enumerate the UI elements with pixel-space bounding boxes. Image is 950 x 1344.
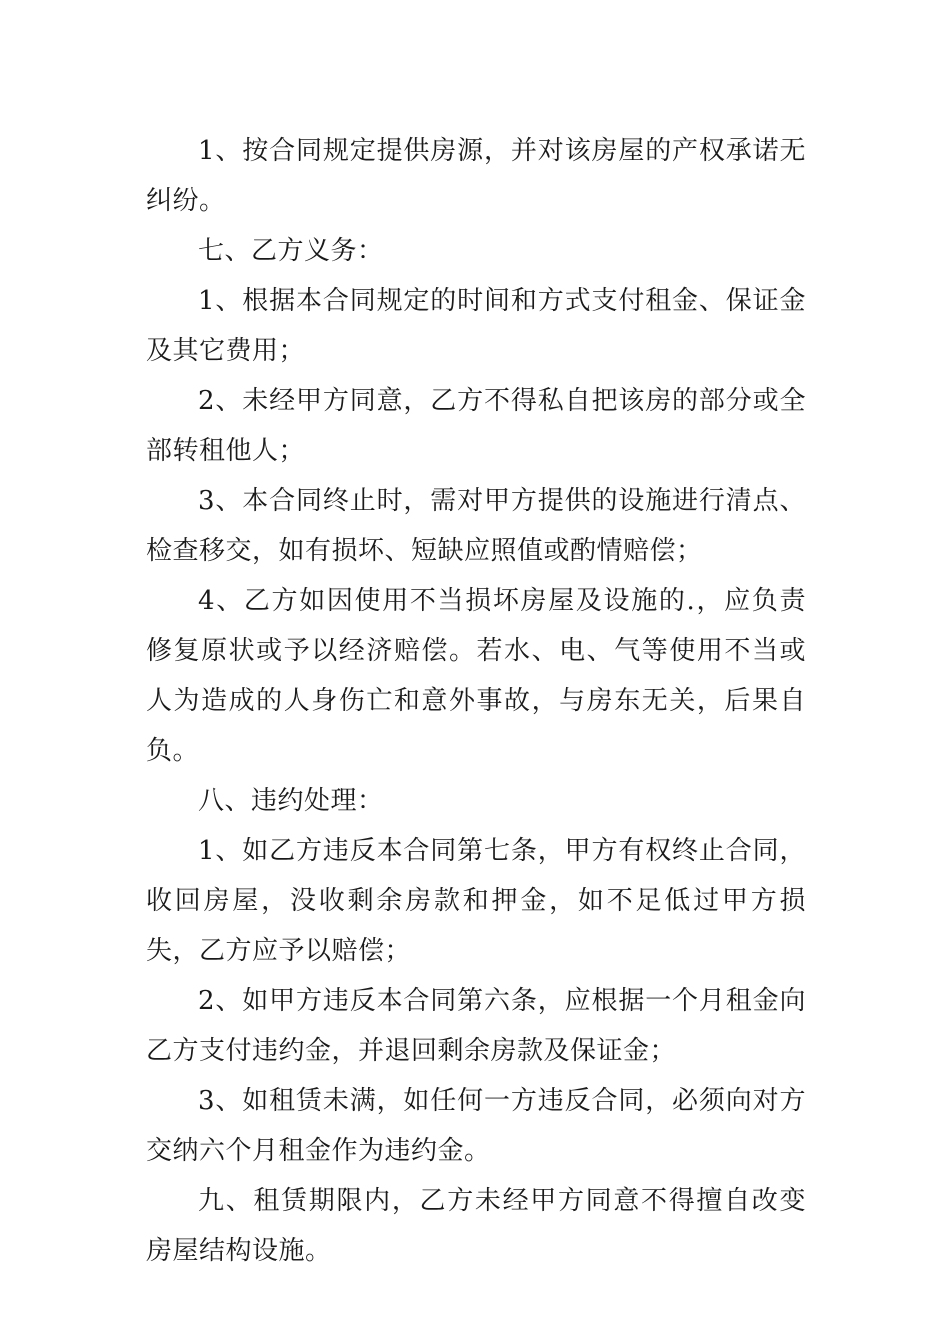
paragraph-tenant-duty-4: 4、乙方如因使用不当损坏房屋及设施的.，应负责修复原状或予以经济赔偿。若水、电、气等使用不当或人为造成的人身伤亡和意外事故，与房东无关，后果自负。 xyxy=(146,586,806,766)
paragraph-breach-2: 2、如甲方违反本合同第六条，应根据一个月租金向乙方支付违约金，并退回剩余房款及保证金； xyxy=(146,986,806,1066)
paragraph-breach-3: 3、如租赁未满，如任何一方违反合同，必须向对方交纳六个月租金作为违约金。 xyxy=(146,1086,806,1166)
paragraph-structure-clause: 九、租赁期限内，乙方未经甲方同意不得擅自改变房屋结构设施。 xyxy=(146,1186,806,1266)
paragraph-tenant-duty-1: 1、根据本合同规定的时间和方式支付租金、保证金及其它费用； xyxy=(146,286,806,366)
contract-body xyxy=(146,126,806,1276)
paragraph-breach-1: 1、如乙方违反本合同第七条，甲方有权终止合同，收回房屋，没收剩余房款和押金，如不足低过甲方损失，乙方应予以赔偿； xyxy=(146,836,806,966)
paragraph-tenant-duty-2: 2、未经甲方同意，乙方不得私自把该房的部分或全部转租他人； xyxy=(146,386,806,466)
heading-breach-handling: 八、违约处理： xyxy=(198,786,384,816)
paragraph-landlord-duty-1: 1、按合同规定提供房源，并对该房屋的产权承诺无纠纷。 xyxy=(146,136,806,216)
heading-tenant-obligations: 七、乙方义务： xyxy=(198,236,384,266)
paragraph-tenant-duty-3: 3、本合同终止时，需对甲方提供的设施进行清点、检查移交，如有损坏、短缺应照值或酌情赔偿； xyxy=(146,486,806,566)
